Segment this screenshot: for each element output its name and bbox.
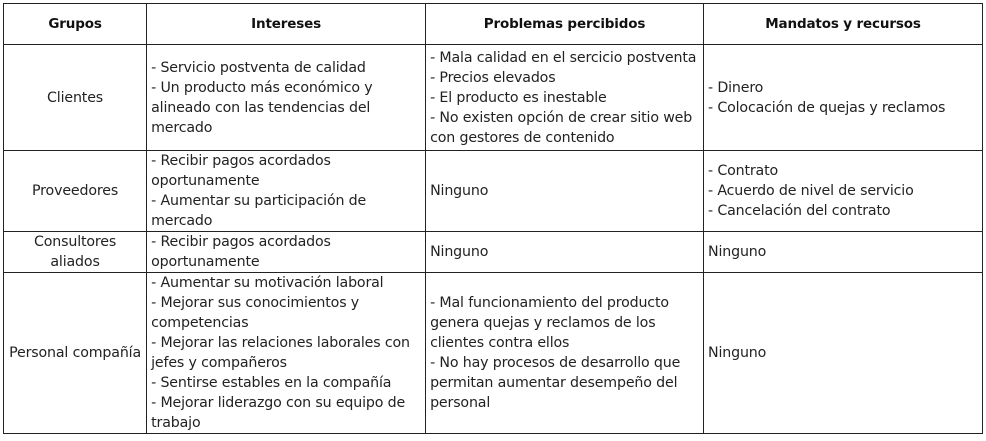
- list-item: - Acuerdo de nivel de servicio: [708, 183, 914, 199]
- list-item: - Aumentar su motivación laboral: [151, 275, 384, 291]
- problemas-cell: [426, 232, 704, 273]
- intereses-cell: [147, 232, 426, 273]
- list-item: - Mejorar las relaciones laborales con jefes y compañeros: [151, 335, 410, 371]
- list-item: - Dinero: [708, 79, 764, 96]
- header-grupos: Grupos: [4, 4, 147, 45]
- list-item: - Recibir pagos acordados oportunamente: [151, 234, 331, 270]
- list-item: - Mal funcionamiento del producto genera quejas y reclamos de los clientes contra ellos: [430, 295, 669, 351]
- list-item: - Aumentar su participación de mercado: [151, 193, 367, 229]
- list-item: - Cancelación del contrato: [708, 203, 891, 219]
- list-item: - El producto es inestable: [430, 89, 607, 106]
- intereses-cell: [147, 151, 426, 232]
- list-item: - Mejorar liderazgo con su equipo de trabajo: [151, 395, 406, 431]
- list-item: - Contrato: [708, 163, 779, 179]
- list-item: - Colocación de quejas y reclamos: [708, 99, 946, 116]
- list-item: - Precios elevados: [430, 69, 556, 86]
- intereses-cell: [147, 45, 426, 151]
- problemas-cell: [426, 45, 704, 151]
- intereses-cell: [147, 273, 426, 434]
- list-item: Ninguno: [708, 244, 767, 260]
- problemas-cell: [426, 273, 704, 434]
- list-item: - Un producto más económico y alineado con las tendencias del mercado: [151, 79, 373, 136]
- list-item: - No hay procesos de desarrollo que permitan aumentar desempeño del personal: [430, 355, 681, 411]
- list-item: - No existen opción de crear sitio web con gestores de contenido: [430, 109, 693, 146]
- header-intereses: Intereses: [147, 4, 426, 45]
- list-item: Ninguno: [430, 244, 489, 260]
- header-mandatos: Mandatos y recursos: [704, 4, 983, 45]
- group-cell: Clientes: [4, 45, 147, 151]
- list-item: Ninguno: [708, 345, 767, 361]
- stakeholder-table-container: [3, 3, 983, 434]
- table-row-personal: [4, 273, 983, 434]
- problemas-cell: [426, 151, 704, 232]
- header-row: [4, 4, 983, 45]
- list-item: - Recibir pagos acordados oportunamente: [151, 153, 331, 189]
- mandatos-cell: [704, 232, 983, 273]
- table-row-clientes: [4, 45, 983, 151]
- group-cell: Consultores aliados: [4, 232, 147, 273]
- list-item: - Sentirse estables en la compañía: [151, 375, 392, 391]
- mandatos-cell: [704, 151, 983, 232]
- group-cell: Personal compañía: [4, 273, 147, 434]
- list-item: Ninguno: [430, 183, 489, 199]
- mandatos-cell: [704, 45, 983, 151]
- table-row-consultores: [4, 232, 983, 273]
- table-row-proveedores: [4, 151, 983, 232]
- list-item: - Servicio postventa de calidad: [151, 59, 366, 76]
- mandatos-cell: [704, 273, 983, 434]
- list-item: - Mala calidad en el sercicio postventa: [430, 49, 697, 66]
- list-item: - Mejorar sus conocimientos y competencias: [151, 295, 360, 331]
- stakeholder-table: [3, 3, 983, 434]
- header-problemas: Problemas percibidos: [426, 4, 704, 45]
- group-cell: Proveedores: [4, 151, 147, 232]
